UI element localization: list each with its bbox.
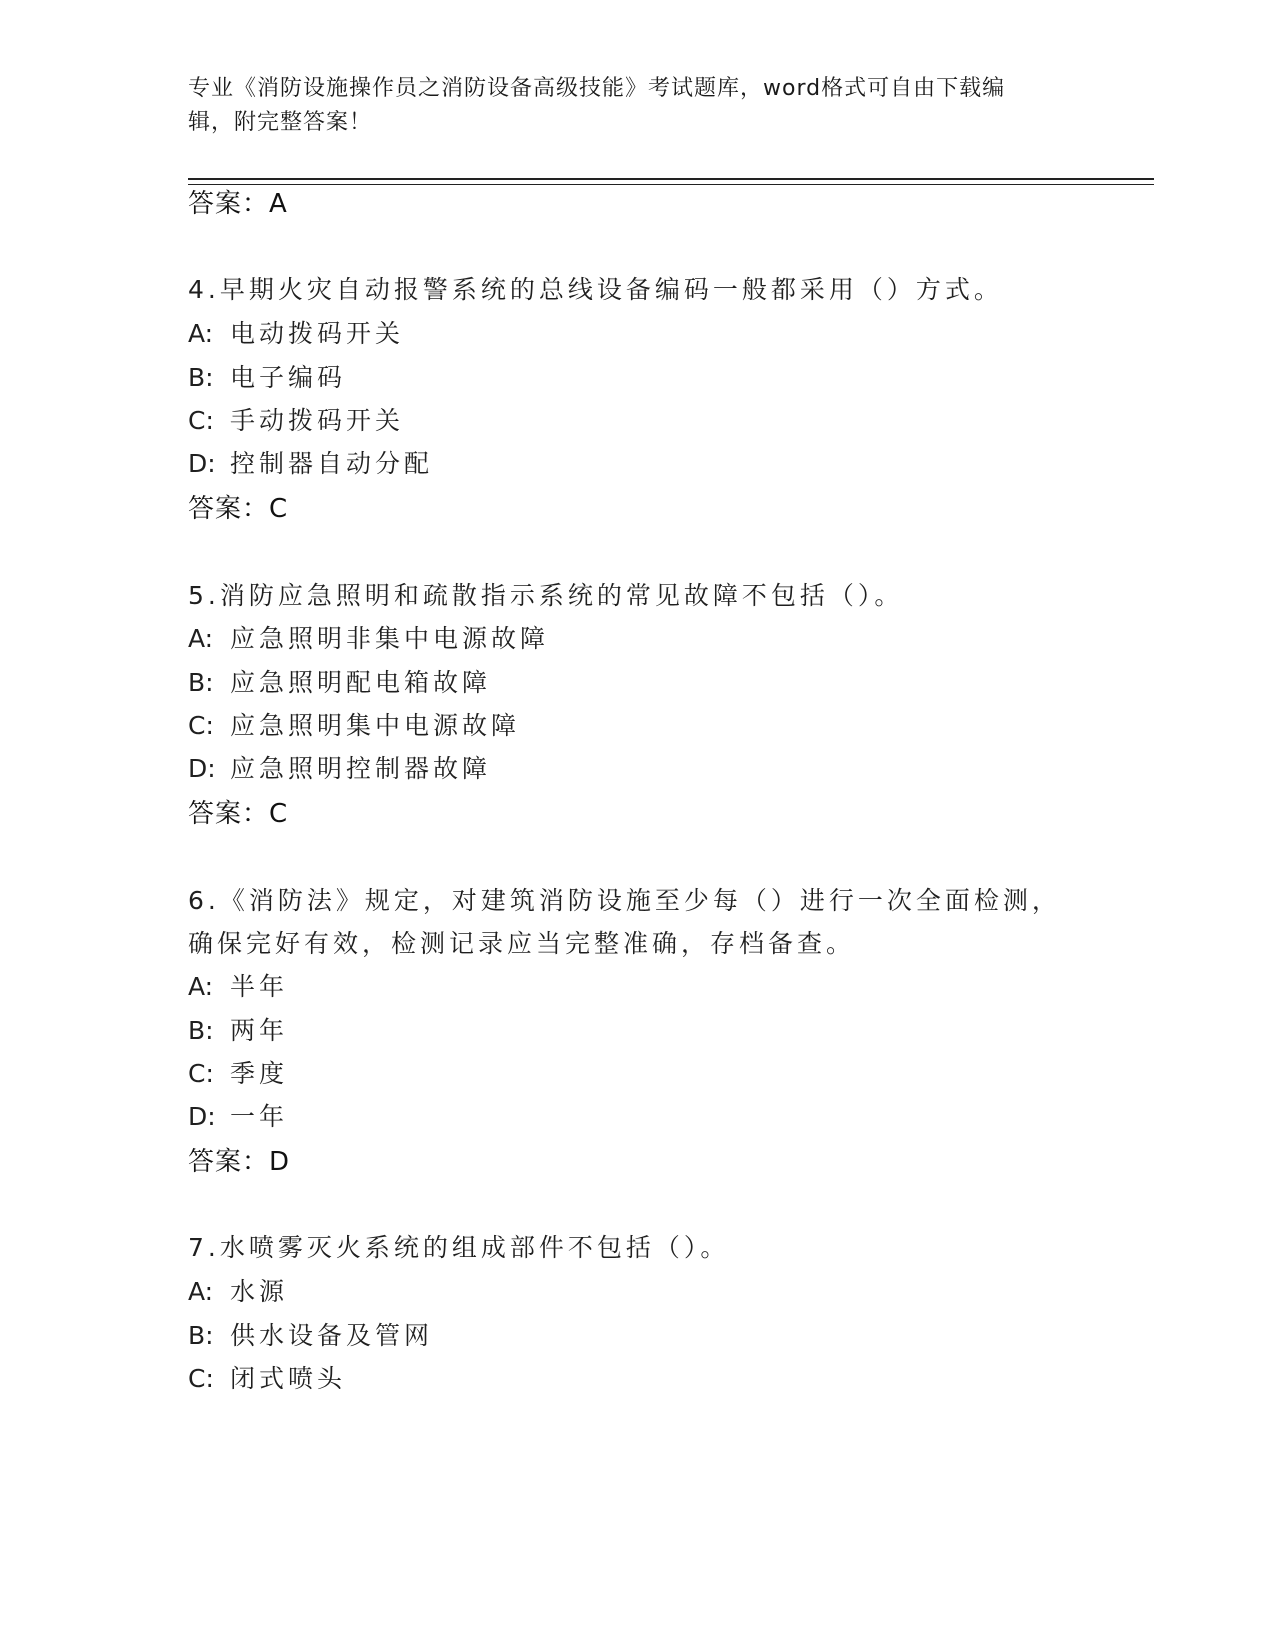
option-text: 半年 bbox=[230, 972, 289, 1001]
question-6-option-a bbox=[188, 971, 288, 1003]
option-letter: C: bbox=[188, 1059, 214, 1088]
header-line-1: 专业《消防设施操作员之消防设备高级技能》考试题库，word格式可自由下载编 bbox=[188, 76, 1006, 101]
option-text: 闭式喷头 bbox=[230, 1364, 347, 1393]
option-letter: A: bbox=[188, 319, 214, 348]
option-letter: C: bbox=[188, 1364, 214, 1393]
question-6-option-d bbox=[188, 1101, 288, 1133]
option-letter: D: bbox=[188, 1102, 216, 1131]
option-text: 应急照明集中电源故障 bbox=[230, 711, 521, 740]
option-letter: A: bbox=[188, 1277, 214, 1306]
option-letter: B: bbox=[188, 668, 214, 697]
answer-q5: 答案：C bbox=[188, 799, 289, 829]
answer-q4: 答案：C bbox=[188, 494, 289, 524]
question-7-stem: 7.水喷雾灭火系统的组成部件不包括（）。 bbox=[188, 1233, 730, 1262]
question-5-option-a bbox=[188, 623, 549, 655]
question-5-option-b bbox=[188, 667, 491, 699]
option-letter: D: bbox=[188, 754, 216, 783]
question-5-option-c bbox=[188, 710, 520, 742]
question-7-option-c bbox=[188, 1363, 346, 1395]
question-5-option-d bbox=[188, 753, 491, 785]
question-4-option-d bbox=[188, 448, 433, 480]
option-text: 两年 bbox=[230, 1016, 289, 1045]
option-text: 水源 bbox=[230, 1277, 289, 1306]
document-header bbox=[188, 72, 1088, 140]
option-text: 应急照明控制器故障 bbox=[230, 754, 492, 783]
option-text: 供水设备及管网 bbox=[230, 1321, 434, 1350]
option-text: 手动拨码开关 bbox=[230, 406, 405, 435]
option-text: 电动拨码开关 bbox=[230, 319, 405, 348]
option-letter: B: bbox=[188, 363, 214, 392]
question-4-stem: 4.早期火灾自动报警系统的总线设备编码一般都采用（）方式。 bbox=[188, 275, 1003, 304]
option-text: 一年 bbox=[230, 1102, 289, 1131]
question-4-option-c bbox=[188, 405, 404, 437]
header-divider bbox=[188, 178, 1154, 185]
option-text: 季度 bbox=[230, 1059, 289, 1088]
option-letter: A: bbox=[188, 624, 214, 653]
option-text: 电子编码 bbox=[230, 363, 347, 392]
option-text: 控制器自动分配 bbox=[230, 449, 434, 478]
question-4-option-b bbox=[188, 362, 346, 394]
question-6-option-c bbox=[188, 1058, 288, 1090]
question-6-stem-line-2: 确保完好有效，检测记录应当完整准确，存档备查。 bbox=[188, 929, 856, 958]
question-7-option-a bbox=[188, 1276, 288, 1308]
option-text: 应急照明配电箱故障 bbox=[230, 668, 492, 697]
question-5-stem: 5.消防应急照明和疏散指示系统的常见故障不包括（）。 bbox=[188, 581, 904, 610]
option-letter: C: bbox=[188, 406, 214, 435]
option-letter: A: bbox=[188, 972, 214, 1001]
question-4-option-a bbox=[188, 318, 404, 350]
option-letter: C: bbox=[188, 711, 214, 740]
option-text: 应急照明非集中电源故障 bbox=[230, 624, 550, 653]
option-letter: D: bbox=[188, 449, 216, 478]
header-line-2: 辑，附完整答案！ bbox=[188, 110, 373, 135]
option-letter: B: bbox=[188, 1016, 214, 1045]
question-7-option-b bbox=[188, 1320, 433, 1352]
question-6-stem-line-1: 6.《消防法》规定，对建筑消防设施至少每（）进行一次全面检测， bbox=[188, 886, 1061, 915]
answer-q6: 答案：D bbox=[188, 1147, 291, 1177]
answer-q3: 答案：A bbox=[188, 189, 288, 219]
question-6-option-b bbox=[188, 1015, 288, 1047]
option-letter: B: bbox=[188, 1321, 214, 1350]
